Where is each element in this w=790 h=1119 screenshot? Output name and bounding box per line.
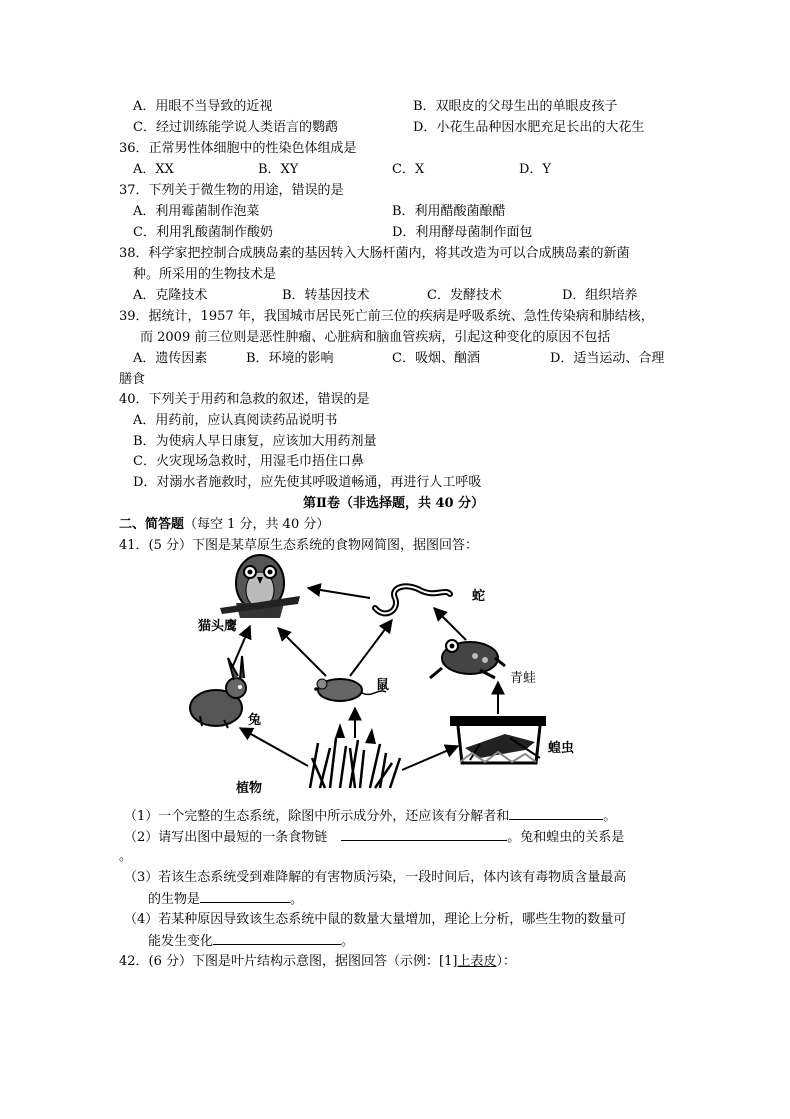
q41-sub4-line2 xyxy=(148,932,354,950)
q37-option-a: A．利用霉菌制作泡菜 xyxy=(133,204,260,219)
label-plant: 植物 xyxy=(236,781,263,796)
q41-sub2-end: 。 xyxy=(119,849,133,864)
q38-option-d: D．组织培养 xyxy=(562,288,638,303)
q41-sub3-text: 的生物是 xyxy=(148,892,201,907)
q36-option-a: A．XX xyxy=(133,162,174,177)
q37-option-b: B．利用醋酸菌酿醋 xyxy=(392,204,506,219)
q35-option-b: B．双眼皮的父母生出的单眼皮孩子 xyxy=(413,99,618,114)
q41-sub1-blank[interactable] xyxy=(509,807,603,820)
part2-title xyxy=(303,495,484,512)
label-mouse: 鼠 xyxy=(376,678,390,693)
q39-option-c: C．吸烟、酗酒 xyxy=(392,351,480,366)
q37-option-c: C．利用乳酸菌制作酸奶 xyxy=(133,225,273,240)
q42-stem-end: ）： xyxy=(496,954,516,969)
q41-sub1-end: 。 xyxy=(603,809,617,824)
q35-option-d: D．小花生品种因水肥充足长出的大花生 xyxy=(413,120,645,135)
q41-sub2-mid: 。兔和蝗虫的关系是 xyxy=(507,830,625,845)
q38-option-a: A．克隆技术 xyxy=(133,288,208,303)
q36-stem: 36．正常男性体细胞中的性染色体组成是 xyxy=(119,141,357,156)
q38-option-c: C．发酵技术 xyxy=(427,288,502,303)
q39-option-a: A．遗传因素 xyxy=(133,351,208,366)
q41-stem: 41．(5 分）下图是某草原生态系统的食物网简图，据图回答： xyxy=(119,538,479,553)
q39-option-b: B．环境的影响 xyxy=(246,351,334,366)
q41-sub1 xyxy=(124,807,616,825)
label-owl: 猫头鹰 xyxy=(198,619,238,634)
q42-stem-text: 42．(6 分）下图是叶片结构示意图，据图回答（示例：[1] xyxy=(119,954,458,969)
q41-sub3-line1: （3）若该生态系统受到难降解的有害物质污染，一段时间后，体内该有毒物质含量最高 xyxy=(124,870,627,885)
q40-option-c: C．火灾现场急救时，用湿毛巾捂住口鼻 xyxy=(133,454,364,469)
label-grasshopper: 蝗虫 xyxy=(548,741,575,756)
grasshopper-icon xyxy=(450,716,546,763)
part2-title-text: 第Ⅱ卷（非选择题，共 40 分） xyxy=(303,496,485,511)
q41-sub4-blank[interactable] xyxy=(213,932,341,945)
food-web-diagram xyxy=(180,548,580,798)
section-heading-bold: 二、简答题 xyxy=(119,517,185,532)
snake-icon xyxy=(375,586,450,613)
q36-option-c: C．X xyxy=(392,162,425,177)
q37-option-d: D．利用酵母菌制作面包 xyxy=(392,225,533,240)
frog-icon xyxy=(430,640,505,678)
section-heading-rest: （每空 1 分，共 40 分） xyxy=(184,517,330,532)
arrow-plant-to-rabbit xyxy=(240,728,308,766)
q38-stem-line2: 种。所采用的生物技术是 xyxy=(133,267,277,282)
q39-stem-line2: 而 2009 前三位则是恶性肿瘤、心脏病和脑血管疾病，引起这种变化的原因不包括 xyxy=(140,330,611,345)
q40-option-b: B．为使病人早日康复，应该加大用药剂量 xyxy=(133,434,377,449)
label-frog: 青蛙 xyxy=(510,671,537,686)
q37-stem: 37．下列关于微生物的用途，错误的是 xyxy=(119,183,344,198)
arrow-mouse-to-owl xyxy=(278,628,326,676)
q41-sub2 xyxy=(124,828,624,846)
q35-option-a: A．用眼不当导致的近视 xyxy=(133,99,273,114)
q41-sub3-line2 xyxy=(148,890,303,908)
q38-option-b: B．转基因技术 xyxy=(282,288,370,303)
q36-option-d: D．Y xyxy=(519,162,552,177)
arrow-plant-to-grasshopper xyxy=(402,746,458,770)
label-snake: 蛇 xyxy=(472,589,486,604)
q40-stem: 40．下列关于用药和急救的叙述，错误的是 xyxy=(119,392,370,407)
label-rabbit: 兔 xyxy=(248,713,262,728)
q40-option-d: D．对溺水者施救时，应先使其呼吸道畅通，再进行人工呼吸 xyxy=(133,475,482,490)
q41-sub4-end: 。 xyxy=(341,934,355,949)
q41-sub4-text: 能发生变化 xyxy=(148,934,214,949)
q41-sub3-end: 。 xyxy=(290,892,304,907)
section-heading xyxy=(119,516,329,533)
owl-icon xyxy=(220,555,300,618)
q40-option-a: A．用药前，应认真阅读药品说明书 xyxy=(133,413,338,428)
arrow-mouse-to-snake xyxy=(350,620,392,676)
q36-option-b: B．XY xyxy=(258,162,299,177)
arrow-snake-to-owl xyxy=(308,588,370,598)
rabbit-icon xyxy=(190,656,246,728)
q41-sub3-blank[interactable] xyxy=(200,890,290,903)
q41-sub4-line1: （4）若某种原因导致该生态系统中鼠的数量大量增加，理论上分析，哪些生物的数量可 xyxy=(124,912,627,927)
q39-option-d: D．适当运动、合理 xyxy=(550,351,665,366)
q42-stem xyxy=(119,953,516,970)
q41-sub1-text: （1）一个完整的生态系统，除图中所示成分外，还应该有分解者和 xyxy=(124,809,510,824)
q38-stem-line1: 38．科学家把控制合成胰岛素的基因转入大肠杆菌内，将其改造为可以合成胰岛素的新菌 xyxy=(119,246,630,261)
q41-sub2-blank-chain[interactable] xyxy=(341,828,507,841)
arrow-frog-to-snake xyxy=(434,608,466,640)
q42-example: 上表皮 xyxy=(457,954,497,969)
q41-sub2-text: （2）请写出图中最短的一条食物链 xyxy=(124,830,328,845)
q35-option-c: C．经过训练能学说人类语言的鹦鹉 xyxy=(133,120,338,135)
q39-option-d-continued: 膳食 xyxy=(119,372,146,387)
q39-stem-line1: 39．据统计，1957 年，我国城市居民死亡前三位的疾病是呼吸系统、急性传染病和肺结核， xyxy=(119,309,654,324)
